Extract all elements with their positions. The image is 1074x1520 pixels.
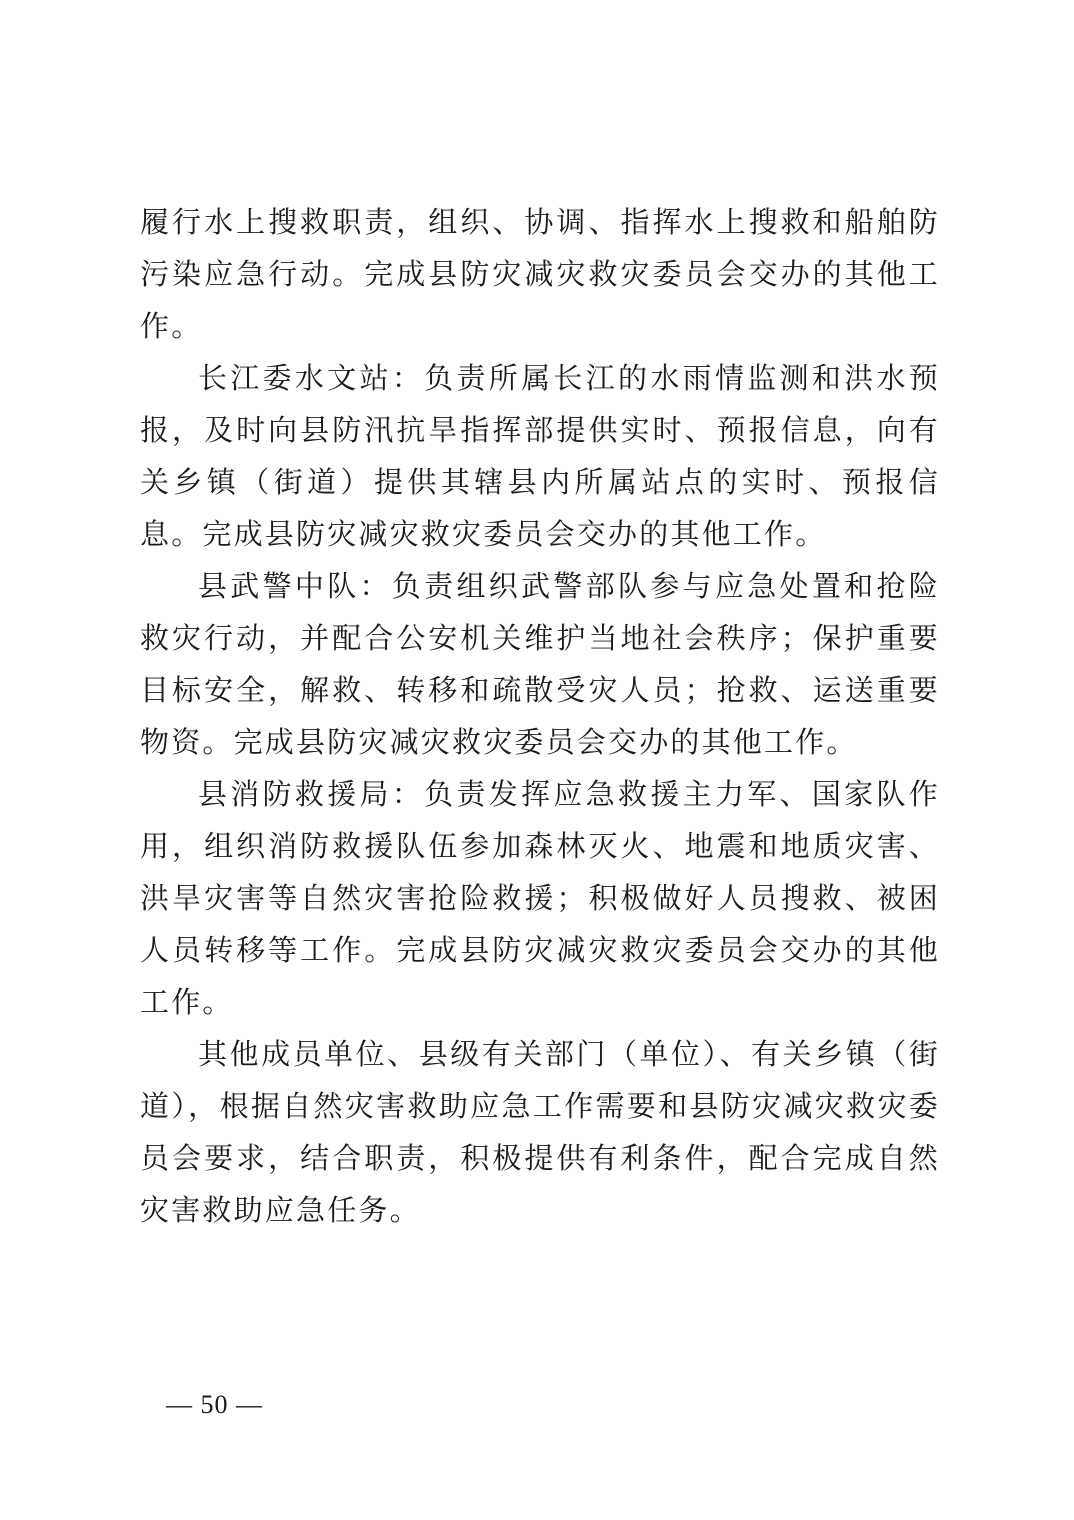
body-text [140,196,940,1236]
paragraph-other-member-units: 其他成员单位、县级有关部门（单位）、有关乡镇（街道），根据自然灾害救助应急工作需要和县防灾减灾救灾委员会要求，结合职责，积极提供有利条件，配合完成自然灾害救助应急任务。 [140,1037,940,1227]
paragraph-fire-rescue-bureau: 县消防救援局：负责发挥应急救援主力军、国家队作用，组织消防救援队伍参加森林灭火、地震和地质灾害、洪旱灾害等自然灾害抢险救援；积极做好人员搜救、被困人员转移等工作。完成县防灾减灾救灾委员会交办的其他工作。 [140,777,940,1019]
paragraph-continued: 履行水上搜救职责，组织、协调、指挥水上搜救和船舶防污染应急行动。完成县防灾减灾救灾委员会交办的其他工作。 [140,205,940,343]
page-number: — 50 — [166,1390,263,1419]
paragraph-yangtze-hydrology-station: 长江委水文站：负责所属长江的水雨情监测和洪水预报，及时向县防汛抗旱指挥部提供实时、预报信息，向有关乡镇（街道）提供其辖县内所属站点的实时、预报信息。完成县防灾减灾救灾委员会交办的其他工作。 [140,361,940,551]
paragraph-armed-police-squadron: 县武警中队：负责组织武警部队参与应急处置和抢险救灾行动，并配合公安机关维护当地社会秩序；保护重要目标安全，解救、转移和疏散受灾人员；抢救、运送重要物资。完成县防灾减灾救灾委员会交办的其他工作。 [140,569,940,759]
